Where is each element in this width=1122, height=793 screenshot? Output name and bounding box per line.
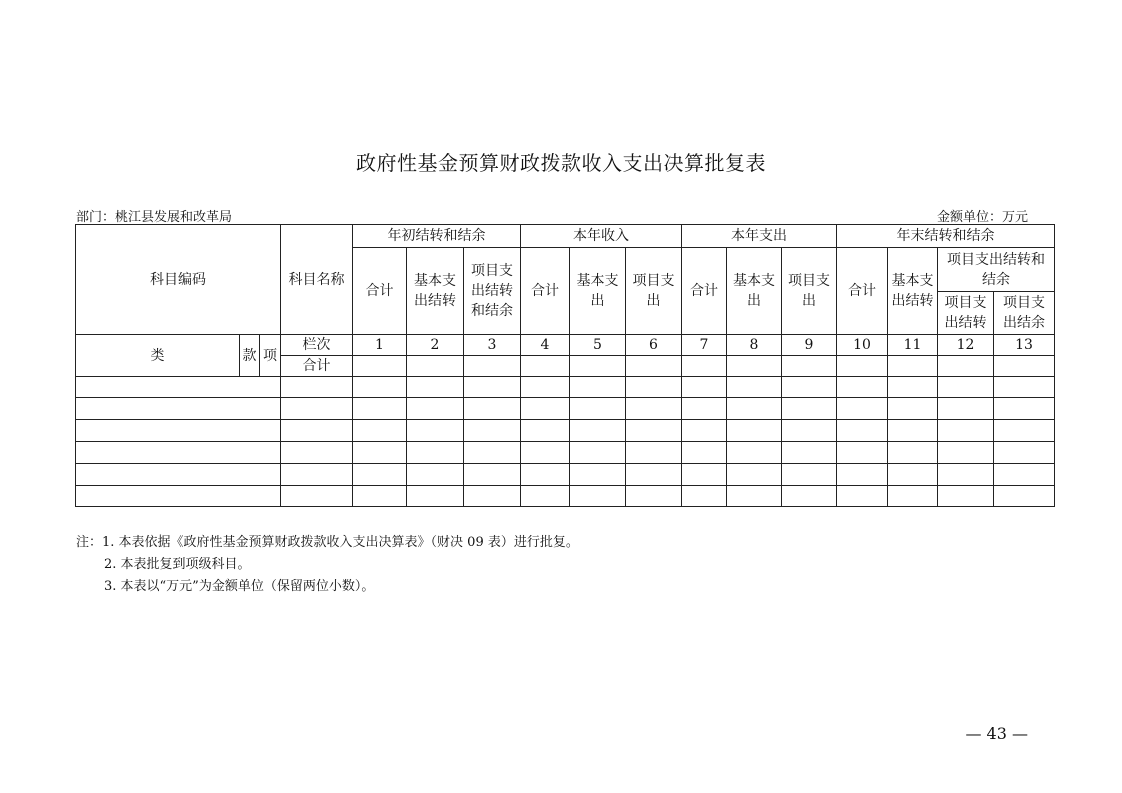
notes <box>76 532 579 598</box>
unit-label: 金额单位：万元 <box>936 210 1028 225</box>
begin-total-header: 合计 <box>353 248 407 335</box>
table-row <box>76 377 1055 398</box>
column-number: 9 <box>782 335 837 356</box>
item-header: 项 <box>260 335 281 377</box>
column-number: 1 <box>353 335 407 356</box>
note-3: 3. 本表以“万元”为金额单位（保留两位小数）。 <box>104 579 375 594</box>
column-number: 4 <box>521 335 570 356</box>
table-row <box>76 464 1055 486</box>
page-title: 政府性基金预算财政拨款收入支出决算批复表 <box>356 151 766 175</box>
column-number: 2 <box>407 335 464 356</box>
department-label: 部门：桃江县发展和改革局 <box>76 210 233 225</box>
column-number: 8 <box>727 335 782 356</box>
column-number: 12 <box>938 335 994 356</box>
sum-row-label: 合计 <box>281 356 353 377</box>
group-expense-header: 本年支出 <box>682 225 837 248</box>
subject-code-header: 科目编码 <box>76 225 281 335</box>
end-basic-carry-header: 基本支出结转 <box>888 248 938 335</box>
class-header: 类 <box>76 335 240 377</box>
group-income-header: 本年收入 <box>521 225 682 248</box>
note-1: 注：1. 本表依据《政府性基金预算财政拨款收入支出决算表》（财决 09 表）进行批复。 <box>76 535 579 550</box>
column-number: 5 <box>570 335 626 356</box>
section-header: 款 <box>240 335 260 377</box>
income-basic-header: 基本支出 <box>570 248 626 335</box>
column-number: 13 <box>994 335 1055 356</box>
column-number: 7 <box>682 335 727 356</box>
page-number: — 43 — <box>965 724 1028 743</box>
table-row <box>76 398 1055 420</box>
approval-table <box>75 224 1055 507</box>
table-row <box>76 486 1055 507</box>
group-begin-header: 年初结转和结余 <box>353 225 521 248</box>
begin-basic-carry-header: 基本支出结转 <box>407 248 464 335</box>
begin-project-carry-balance-header: 项目支出结转和结余 <box>464 248 521 335</box>
column-no-label: 栏次 <box>281 335 353 356</box>
column-number: 11 <box>888 335 938 356</box>
income-total-header: 合计 <box>521 248 570 335</box>
note-2: 2. 本表批复到项级科目。 <box>104 557 251 572</box>
income-project-header: 项目支出 <box>626 248 682 335</box>
expense-project-header: 项目支出 <box>782 248 837 335</box>
end-project-carry-header: 项目支出结转 <box>938 292 994 335</box>
end-project-carry-group-header: 项目支出结转和结余 <box>938 248 1055 292</box>
column-number: 6 <box>626 335 682 356</box>
end-total-header: 合计 <box>837 248 888 335</box>
expense-total-header: 合计 <box>682 248 727 335</box>
table-row <box>76 442 1055 464</box>
column-number: 10 <box>837 335 888 356</box>
subject-name-header: 科目名称 <box>281 225 353 335</box>
table-row <box>76 420 1055 442</box>
end-project-balance-header: 项目支出结余 <box>994 292 1055 335</box>
column-number: 3 <box>464 335 521 356</box>
group-end-header: 年末结转和结余 <box>837 225 1055 248</box>
expense-basic-header: 基本支出 <box>727 248 782 335</box>
